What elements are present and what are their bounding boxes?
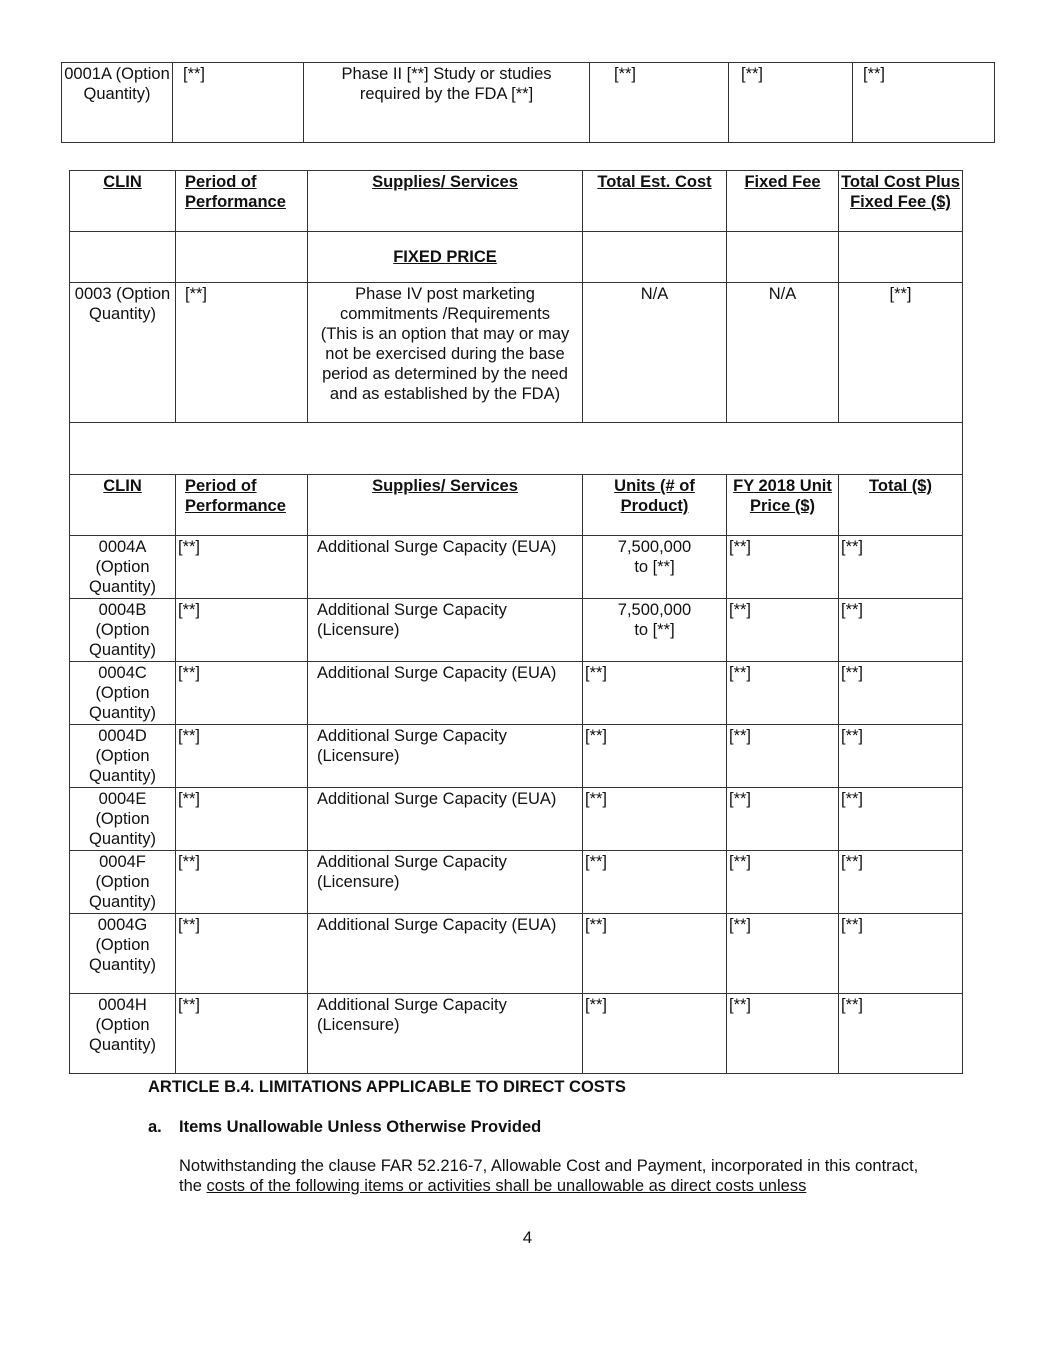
total-cell: [**] <box>839 599 963 662</box>
unit-price-cell: [**] <box>727 914 839 994</box>
page-number: 4 <box>522 1228 533 1247</box>
period-cell: [**] <box>176 599 308 662</box>
period-cell: [**] <box>176 914 308 994</box>
period-cell: [**] <box>176 283 308 423</box>
supplies-cell: Additional Surge Capacity (EUA) <box>308 536 583 599</box>
col-header-total-cost-plus-fee: Total Cost Plus Fixed Fee ($) <box>839 171 963 232</box>
total-cell: [**] <box>839 994 963 1074</box>
supplies-cell: Additional Surge Capacity (Licensure) <box>308 725 583 788</box>
units-cell: [**] <box>583 851 727 914</box>
unit-price-cell: [**] <box>727 725 839 788</box>
clin-cell: 0003 (Option Quantity) <box>70 283 176 423</box>
table-row <box>70 536 963 599</box>
unit-price-cell: [**] <box>727 662 839 725</box>
subsection-heading: Items Unallowable Unless Otherwise Provided <box>179 1118 542 1136</box>
table-row <box>70 725 963 788</box>
total-cell: [**] <box>839 725 963 788</box>
total-cell: [**] <box>839 283 963 423</box>
table-row <box>70 914 963 994</box>
col-header-clin: CLIN <box>70 171 176 232</box>
col-header-fixed-fee: Fixed Fee <box>727 171 839 232</box>
underlined-text: costs of the following items or activities shall be unallowable as direct costs unless <box>206 1177 807 1195</box>
unit-price-cell: [**] <box>727 994 839 1074</box>
total-cell: [**] <box>839 914 963 994</box>
unit-price-cell: [**] <box>727 788 839 851</box>
col-header-total-est-cost: Total Est. Cost <box>583 171 727 232</box>
article-heading: ARTICLE B.4. LIMITATIONS APPLICABLE TO DIRECT COSTS <box>148 1078 626 1096</box>
period-cell: [**] <box>176 662 308 725</box>
value-cell: [**] <box>590 63 729 143</box>
unit-price-cell: [**] <box>727 851 839 914</box>
units-cell: [**] <box>583 914 727 994</box>
supplies-cell: Phase II [**] Study or studies required by the FDA [**] <box>304 63 590 143</box>
unit-price-cell: [**] <box>727 599 839 662</box>
value-cell: [**] <box>729 63 853 143</box>
col-header-unit-price: FY 2018 Unit Price ($) <box>727 475 839 536</box>
table-row <box>62 63 995 143</box>
clin-cell: 0004E (Option Quantity) <box>70 788 176 851</box>
col-header-clin: CLIN <box>70 475 176 536</box>
total-cell: [**] <box>839 536 963 599</box>
clin-cell: 0004B (Option Quantity) <box>70 599 176 662</box>
unit-price-cell: [**] <box>727 536 839 599</box>
col-header-units: Units (# of Product) <box>583 475 727 536</box>
col-header-period: Period of Performance <box>176 475 308 536</box>
header-row <box>70 171 963 232</box>
clin-cell: 0004C (Option Quantity) <box>70 662 176 725</box>
clin-cell: 0004H (Option Quantity) <box>70 994 176 1074</box>
value-cell: [**] <box>853 63 995 143</box>
header-row <box>70 475 963 536</box>
fixed-fee-cell: N/A <box>727 283 839 423</box>
col-header-period: Period of Performance <box>176 171 308 232</box>
col-header-supplies: Supplies/ Services <box>308 171 583 232</box>
period-cell: [**] <box>176 851 308 914</box>
col-header-supplies: Supplies/ Services <box>308 475 583 536</box>
table-row <box>70 994 963 1074</box>
total-cell: [**] <box>839 851 963 914</box>
units-cell: 7,500,000 to [**] <box>583 599 727 662</box>
units-cell: [**] <box>583 994 727 1074</box>
period-cell: [**] <box>176 536 308 599</box>
spacer-row <box>70 423 963 475</box>
period-cell: [**] <box>176 788 308 851</box>
clin-cell: 0004F (Option Quantity) <box>70 851 176 914</box>
clin-cell: 0004A (Option Quantity) <box>70 536 176 599</box>
supplies-cell: Additional Surge Capacity (EUA) <box>308 662 583 725</box>
period-cell: [**] <box>176 994 308 1074</box>
col-header-total: Total ($) <box>839 475 963 536</box>
supplies-cell: Phase IV post marketing commitments /Requirements (This is an option that may or may not be exercised during the base period as determined by the need and as established by the FDA) <box>308 283 583 423</box>
table-row <box>70 599 963 662</box>
units-cell: [**] <box>583 725 727 788</box>
fixed-price-label: FIXED PRICE <box>308 232 583 283</box>
total-est-cost-cell: N/A <box>583 283 727 423</box>
total-cell: [**] <box>839 788 963 851</box>
clin-cell: 0001A (Option Quantity) <box>62 63 173 143</box>
table-row <box>70 283 963 423</box>
units-cell: [**] <box>583 788 727 851</box>
subsection-letter: a. <box>148 1118 162 1136</box>
clin-table <box>69 170 963 1074</box>
supplies-cell: Additional Surge Capacity (Licensure) <box>308 994 583 1074</box>
clin-cell: 0004D (Option Quantity) <box>70 725 176 788</box>
table-row <box>70 788 963 851</box>
units-cell: [**] <box>583 662 727 725</box>
period-cell: [**] <box>176 725 308 788</box>
supplies-cell: Additional Surge Capacity (Licensure) <box>308 599 583 662</box>
supplies-cell: Additional Surge Capacity (EUA) <box>308 914 583 994</box>
supplies-cell: Additional Surge Capacity (Licensure) <box>308 851 583 914</box>
total-cell: [**] <box>839 662 963 725</box>
fixed-price-row <box>70 232 963 283</box>
top-partial-table <box>61 62 995 143</box>
units-cell: 7,500,000 to [**] <box>583 536 727 599</box>
article-paragraph: Notwithstanding the clause FAR 52.216-7, Allowable Cost and Payment, incorporated in this contract, the costs of the following items or activities shall be unallowable as direct costs unless <box>179 1157 919 1195</box>
supplies-cell: Additional Surge Capacity (EUA) <box>308 788 583 851</box>
table-row <box>70 851 963 914</box>
table-row <box>70 662 963 725</box>
clin-cell: 0004G (Option Quantity) <box>70 914 176 994</box>
period-cell: [**] <box>173 63 304 143</box>
